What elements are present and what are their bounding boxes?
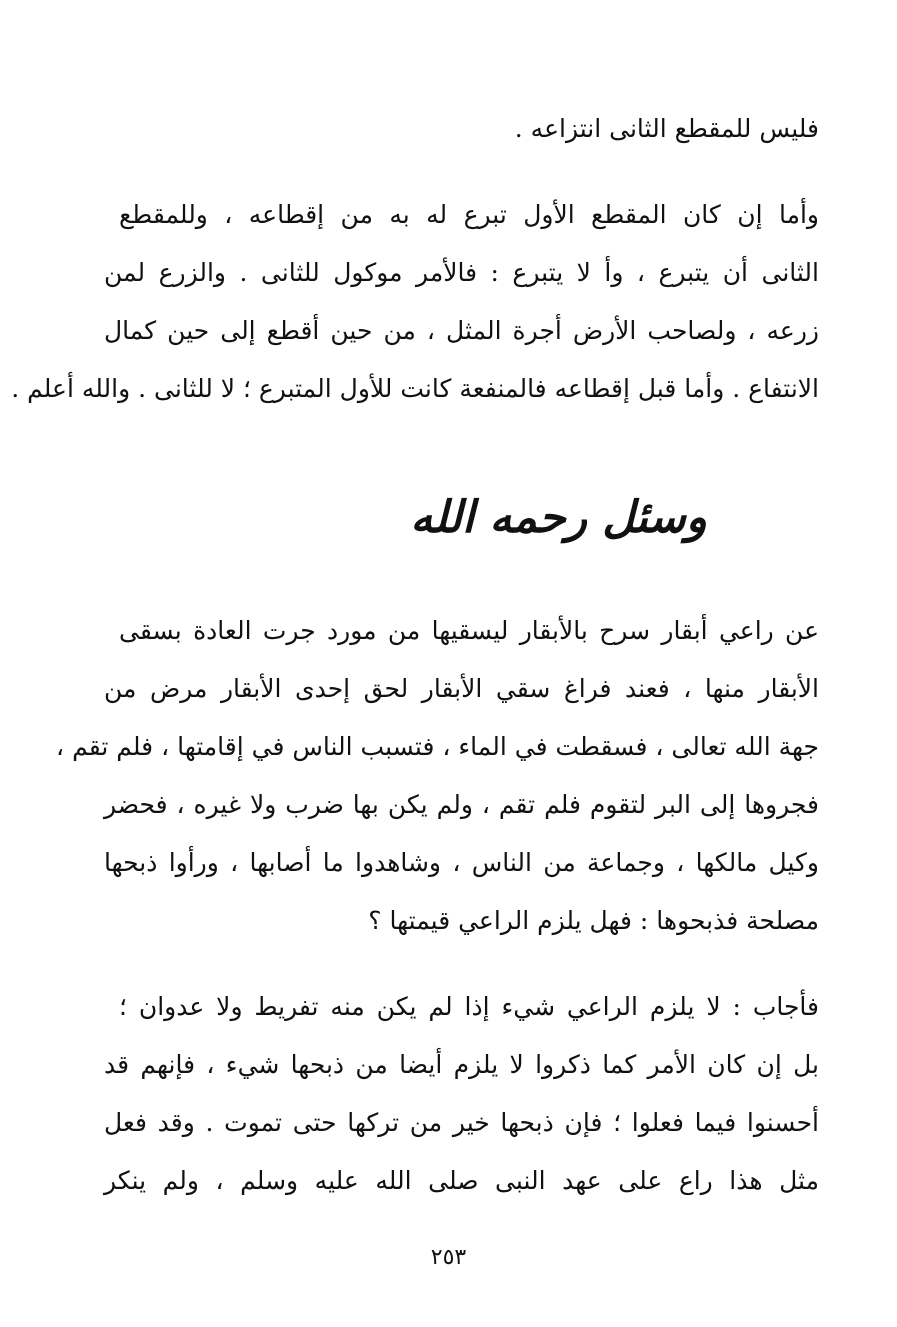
question-line-6: مصلحة فذبحوها : فهل يلزم الراعي قيمتها ؟ <box>368 906 819 935</box>
question-line-1: عن راعي أبقار سرح بالأبقار ليسقيها من مورد جرت العادة بسقى <box>119 616 819 645</box>
paragraph-1-line-1: فليس للمقطع الثانى انتزاعه . <box>514 114 819 143</box>
paragraph-2-line-1: وأما إن كان المقطع الأول تبرع له به من إقطاعه ، وللمقطع <box>119 200 819 229</box>
page-number: ٢٥٣ <box>430 1245 467 1270</box>
paragraph-2-line-2: الثانى أن يتبرع ، وأ لا يتبرع : فالأمر موكول للثانى . والزرع لمن <box>104 258 819 287</box>
answer-line-4: مثل هذا راع على عهد النبى صلى الله عليه وسلم ، ولم ينكر <box>104 1166 819 1195</box>
question-line-4: فجروها إلى البر لتقوم فلم تقم ، ولم يكن بها ضرب ولا غيره ، فحضر <box>104 790 819 819</box>
section-heading: وسئل رحمه الله <box>410 492 707 543</box>
answer-line-2: بل إن كان الأمر كما ذكروا لا يلزم أيضا من ذبحها شيء ، فإنهم قد <box>104 1050 819 1079</box>
answer-line-3: أحسنوا فيما فعلوا ؛ فإن ذبحها خير من تركها حتى تموت . وقد فعل <box>104 1108 819 1137</box>
paragraph-2-line-3: زرعه ، ولصاحب الأرض أجرة المثل ، من حين أقطع إلى حين كمال <box>104 316 819 345</box>
question-line-5: وكيل مالكها ، وجماعة من الناس ، وشاهدوا ما أصابها ، ورأوا ذبحها <box>104 848 819 877</box>
paragraph-2-line-4: الانتفاع . وأما قبل إقطاعه فالمنفعة كانت للأول المتبرع ؛ لا للثانى . والله أعلم . <box>11 374 819 403</box>
question-line-3: جهة الله تعالى ، فسقطت في الماء ، فتسبب الناس في إقامتها ، فلم تقم ، <box>56 732 819 761</box>
question-line-2: الأبقار منها ، فعند فراغ سقي الأبقار لحق إحدى الأبقار مرض من <box>104 674 819 703</box>
answer-line-1: فأجاب : لا يلزم الراعي شيء إذا لم يكن منه تفريط ولا عدوان ؛ <box>119 992 819 1021</box>
